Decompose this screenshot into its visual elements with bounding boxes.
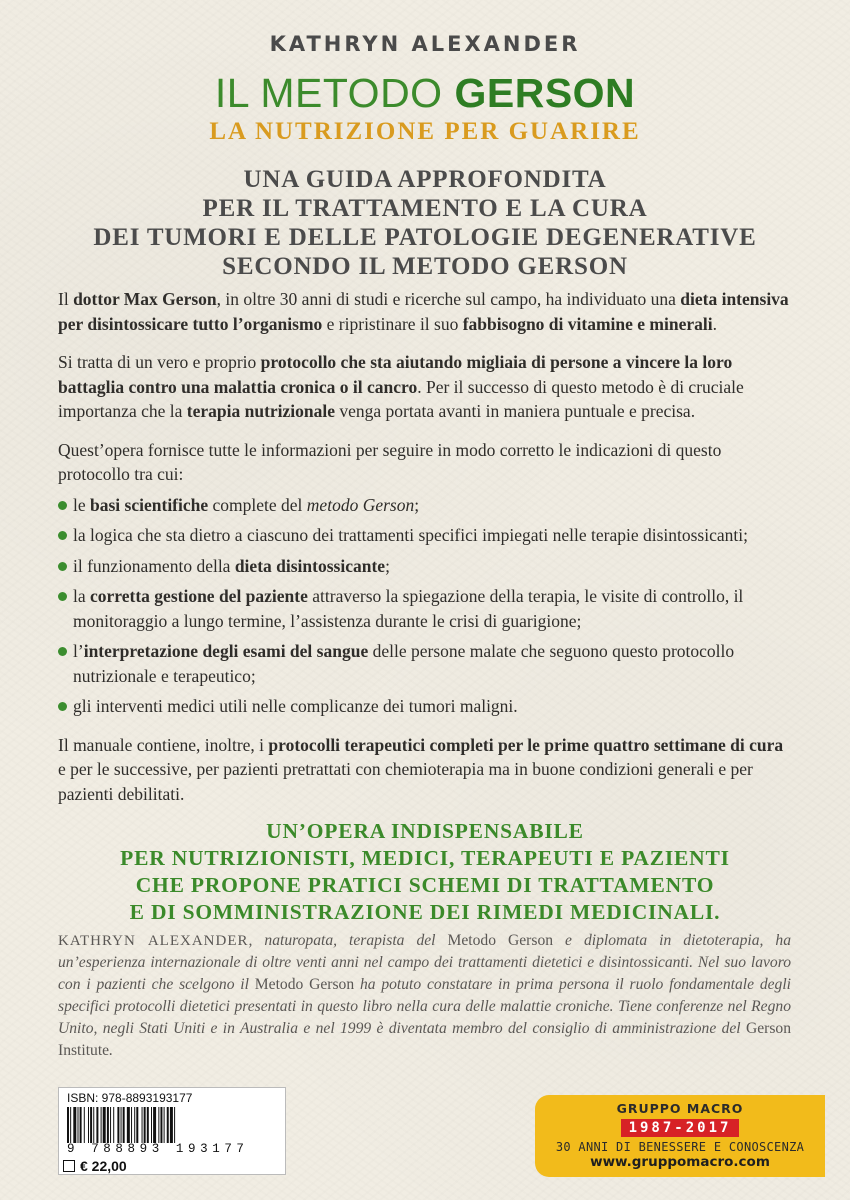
publisher-years: 1987-2017 [621,1119,740,1137]
highlight-statement [0,818,850,926]
bold-text: basi scientifiche [90,494,209,515]
tagline-line: SECONDO IL METODO GERSON [222,253,628,280]
text: la [73,586,91,606]
bold-text: dieta intensiva per disintossicare tutto l’organismo [58,289,789,334]
tagline-line: DEI TUMORI E DELLE PATOLOGIE DEGENERATIVE [93,224,757,251]
author-bio [58,930,791,1062]
text: , in oltre 30 anni di studi e ricerche sul campo, ha individuato una [216,289,681,309]
highlight-line: CHE PROPONE PRATICI SCHEMI DI TRATTAMENTO [135,873,715,897]
bullet-icon [58,702,67,711]
text: l’ [73,641,84,661]
text: Gerson Institute [58,1020,791,1059]
highlight-line: UN’OPERA INDISPENSABILE [266,819,584,843]
text: e diplomata in dietoterapia, ha un’esperienza internazionale di oltre venti anni nel campo dei trattamenti dietetici e disintossicanti. Nel suo lavoro con i pazienti che scelgono il [58,932,791,993]
bold-text: dottor Max Gerson [73,289,217,309]
text: venga portata avanti in maniera puntuale e precisa. [335,401,696,421]
tagline-line: UNA GUIDA APPROFONDITA [243,166,607,193]
list-item [58,694,791,719]
barcode-icon [67,1107,275,1143]
text: ha potuto constatare in prima persona il ruolo fondamentale degli specifici protocolli dietetici presentati in questo libro nella cura delle malattie croniche. Tiene conferenze nel Regno Unito, negli Stati Uniti e in Australia e nel 1999 è diventata membro del consiglio di amministrazione del [58,976,791,1037]
text: la logica che sta dietro a ciascuno dei trattamenti specifici impiegati nelle terapie disintossicanti; [73,525,748,545]
list-item [58,584,791,633]
text: Il [58,289,74,309]
book-title [0,70,850,117]
publisher-url[interactable]: www.gruppomacro.com [590,1154,770,1170]
price-tag [63,1158,127,1174]
italic-text: metodo Gerson [306,494,415,515]
paragraph-intro [58,287,791,336]
bullet-icon [58,592,67,601]
paragraph-manual [58,733,791,807]
bold-text: corretta gestione del paziente [90,586,308,606]
text: Il manuale contiene, inoltre, i [58,734,269,755]
publisher-tagline: 30 ANNI DI BENESSERE E CONOSCENZA [555,1140,805,1154]
text: delle persone malate che seguono questo protocollo nutrizionale e terapeutico; [73,641,735,686]
list-item [58,554,791,579]
text: il funzionamento della [73,555,235,576]
publisher-badge [535,1095,825,1177]
bold-text: interpretazione degli esami del sangue [83,641,369,661]
bold-text: terapia nutrizionale [186,401,336,421]
bullet-icon [58,531,67,540]
text: e per le successive, per pazienti pretrattati con chemioterapia ma in buone condizioni generali e per pazienti debilitati. [58,759,753,804]
bullet-icon [58,647,67,656]
publisher-group: GRUPPO MACRO [616,1101,744,1116]
description [58,287,791,820]
text: Metodo Gerson [254,976,355,993]
barcode-number: 9 788893 193177 [67,1142,249,1156]
bold-text: dieta disintossicante [234,555,386,576]
title-prefix: IL METODO [214,70,455,116]
paragraph-contents: Quest’opera fornisce tutte le informazioni per seguire in modo corretto le indicazioni di questo protocollo tra cui: [58,439,722,484]
bold-text: protocolli terapeutici completi per le prime quattro settimane di cura [268,734,784,755]
text: Si tratta di un vero e proprio [58,352,261,372]
text: Metodo Gerson [447,932,554,949]
text: . [712,313,717,334]
author-name: KATHRYN ALEXANDER [269,32,581,56]
text: complete del [208,494,307,515]
isbn-label: ISBN: 978-8893193177 [67,1091,193,1105]
book-subtitle: LA NUTRIZIONE PER GUARIRE [209,118,641,145]
text: , naturopata, terapista del [248,932,448,949]
tagline-line: PER IL TRATTAMENTO E LA CURA [202,195,648,222]
text: . [109,1042,114,1059]
text: le [73,494,91,515]
bullet-icon [58,501,67,510]
text: ; [385,555,390,576]
bold-text: protocollo che sta aiutando migliaia di persone a vincere la loro battaglia contro una malattia cronica o il cancro [58,352,733,397]
text: gli interventi medici utili nelle complicanze dei tumori maligni. [73,696,518,716]
highlight-line: E DI SOMMINISTRAZIONE DEI RIMEDI MEDICINALI. [129,900,721,924]
tagline [0,165,850,281]
list-item [58,523,791,548]
text: attraverso la spiegazione della terapia, le visite di controllo, il monitoraggio a lungo termine, l’assistenza durante le crisi di guarigione; [73,586,744,631]
price-value: € 22,00 [80,1158,127,1174]
list-item [58,639,791,688]
price-box-icon [63,1160,75,1172]
bullet-icon [58,562,67,571]
text: . Per il successo di questo metodo è di cruciale importanza che la [58,376,744,421]
bold-text: fabbisogno di vitamine e minerali [462,313,713,334]
text: ; [414,494,420,515]
title-bold: GERSON [454,70,636,116]
bio-author-name: KATHRYN ALEXANDER [58,933,249,949]
list-item [58,493,791,518]
text: e ripristinare il suo [322,313,463,334]
barcode-panel [58,1087,286,1175]
contents-list [58,493,791,719]
paragraph-protocol [58,350,791,424]
highlight-line: PER NUTRIZIONISTI, MEDICI, TERAPEUTI E PAZIENTI [120,846,730,870]
